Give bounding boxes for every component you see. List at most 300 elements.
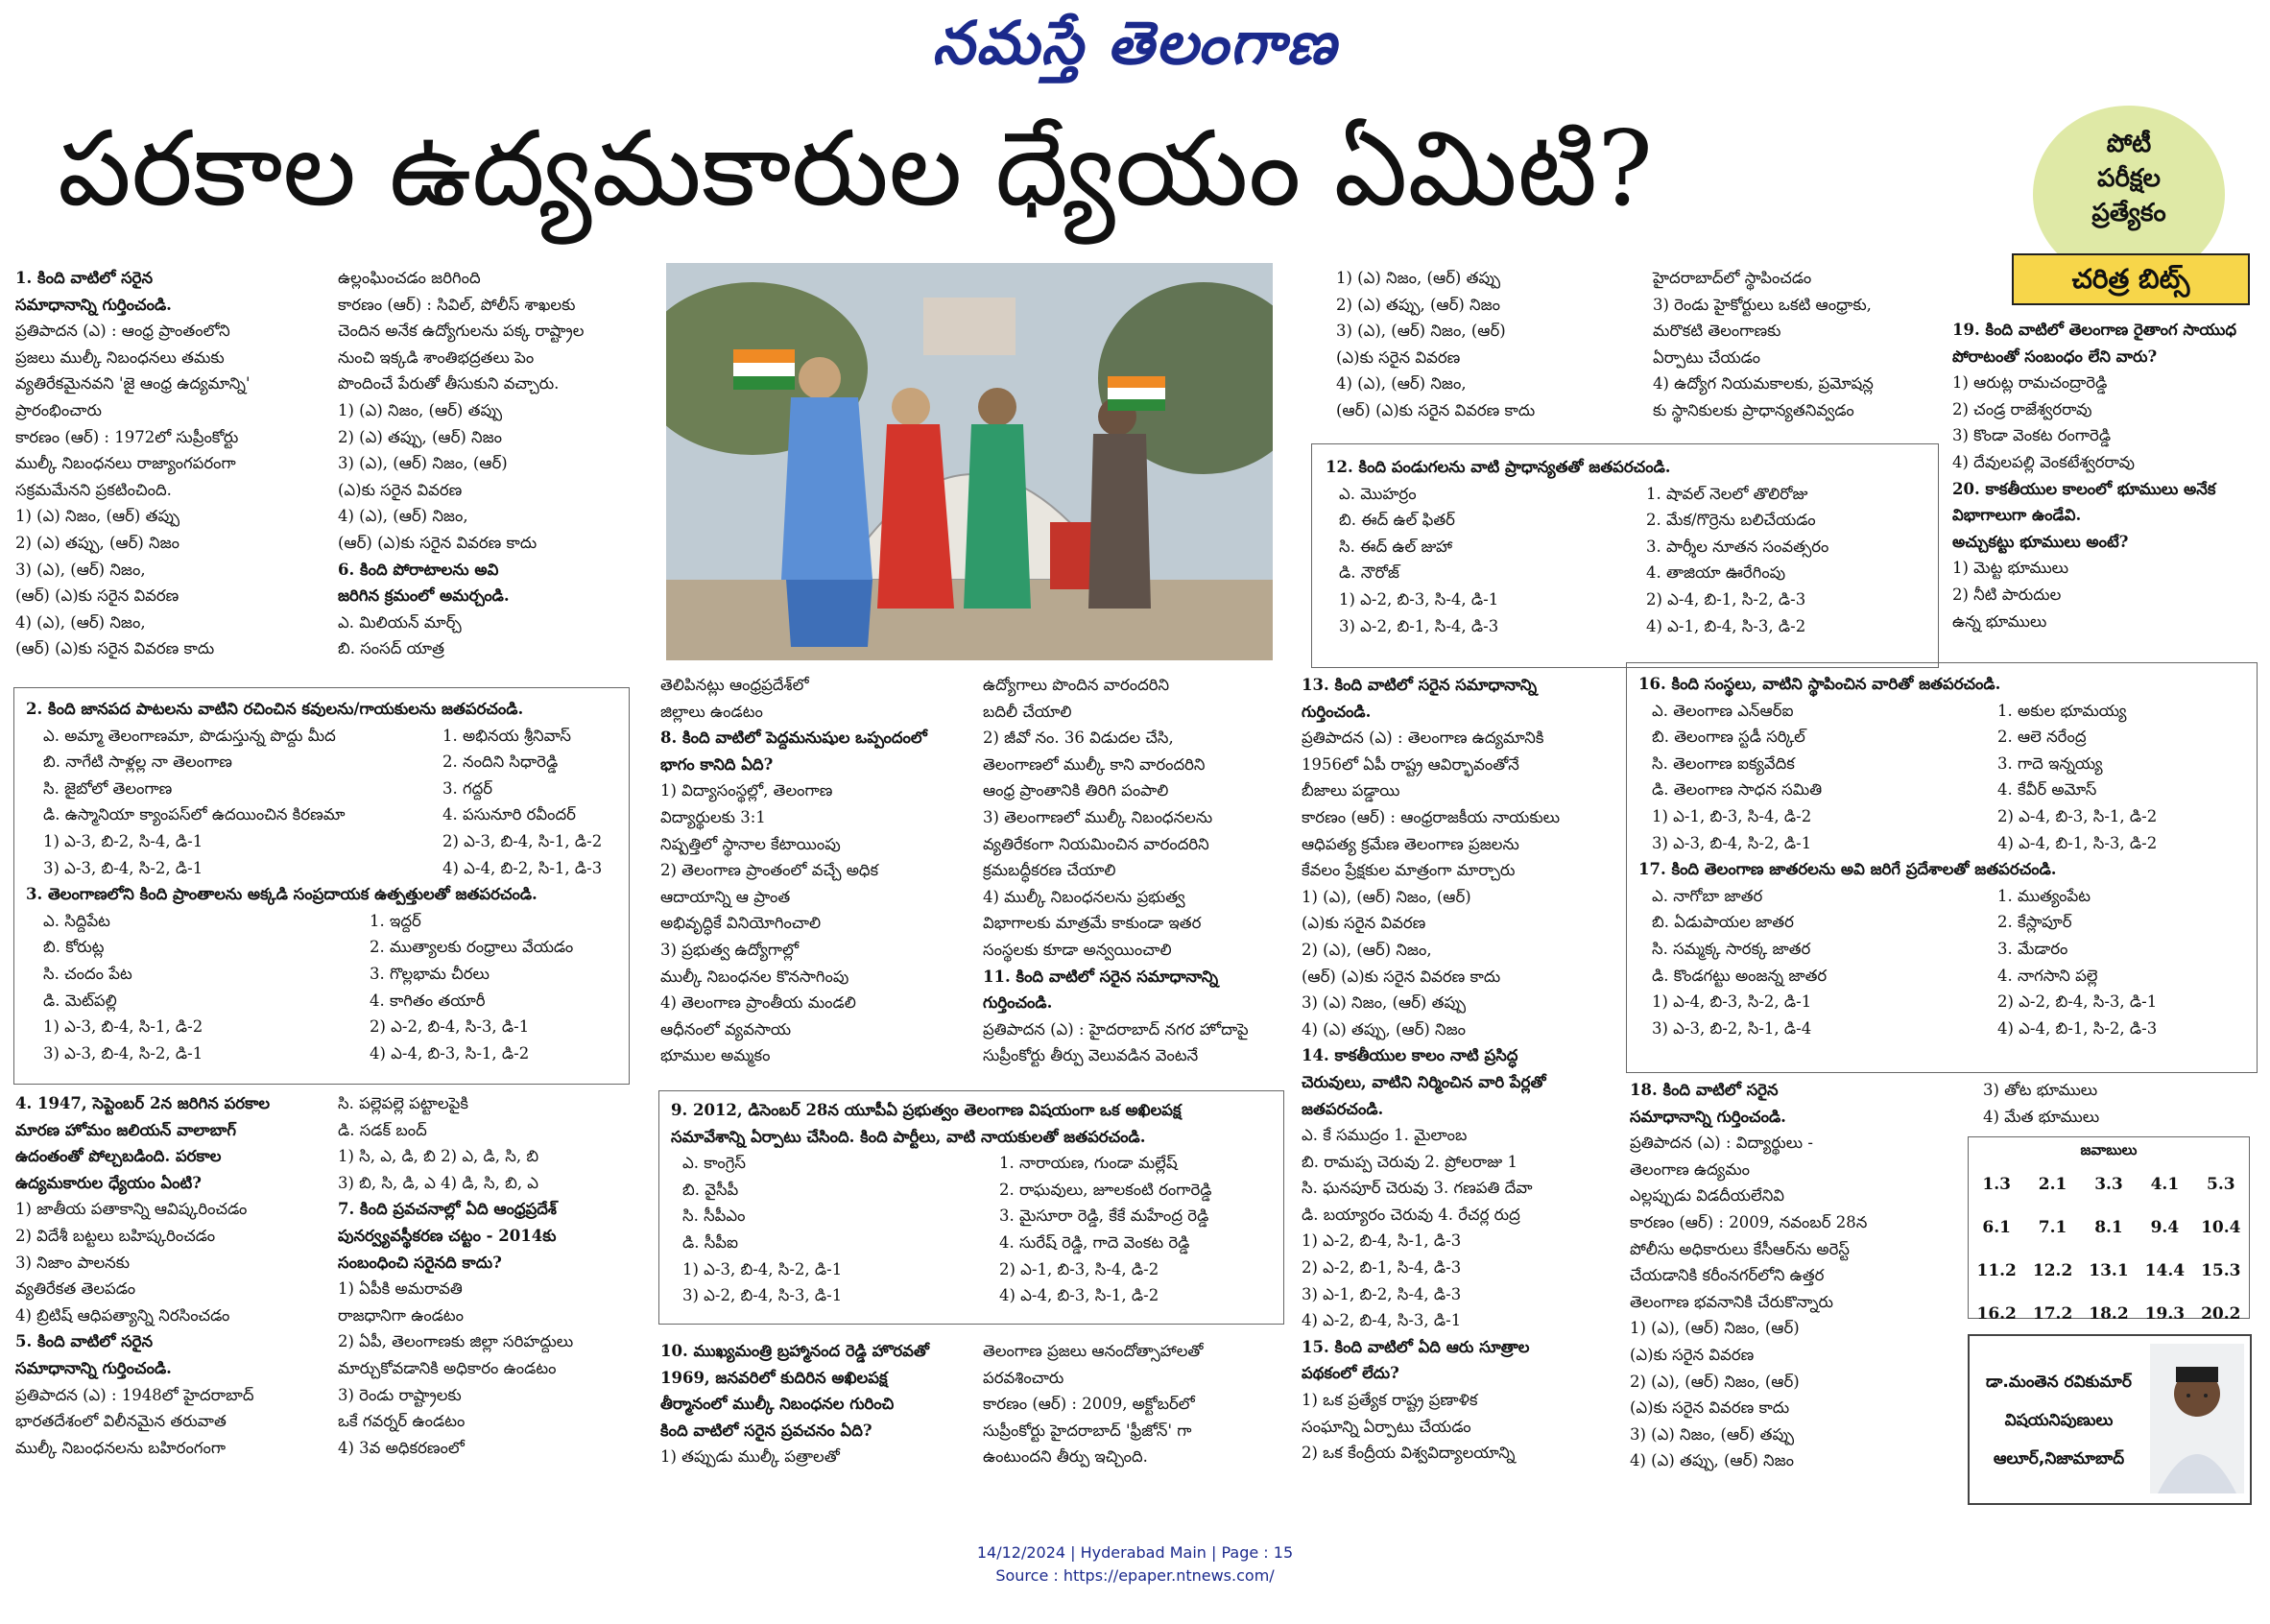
text-line: (ఆర్) (ఎ)కు సరైన వివరణ — [15, 586, 179, 606]
question-19-20 — [1952, 317, 2259, 634]
text-line: 2) ఒక కేంద్రీయ విశ్వవిద్యాలయాన్ని — [1302, 1444, 1516, 1463]
text-line: సమావేశాన్ని ఏర్పాటు చేసింది. కింది పార్టీలు, వాటి నాయకులతో జతపరచండి. — [671, 1127, 1146, 1146]
text-line: 4. పసునూరి రవీందర్ — [442, 805, 576, 824]
text-line: జిల్లాలు ఉండటం — [660, 702, 763, 721]
answer-cell: 13.1 — [2089, 1260, 2129, 1280]
text-line: 1) సి, ఎ, డి, బి 2) ఎ, డి, సి, బి — [338, 1147, 539, 1166]
text-line: 1) ఆరుట్ల రామచంద్రారెడ్డి — [1952, 373, 2108, 393]
text-line: 4) ఎ-4, బి-1, సి-3, డి-2 — [1997, 833, 2158, 852]
text-line: కేవలం ప్రేక్షకుల మాత్రంగా మార్చారు — [1302, 861, 1516, 880]
text-line: 2) ఏపీ, తెలంగాణకు జిల్లా సరిహద్దులు — [338, 1332, 574, 1351]
text-line: 4) మేత భూములు — [1983, 1107, 2100, 1126]
question-2-3-box — [13, 687, 630, 1085]
text-line: సక్రమమేనని ప్రకటించింది. — [15, 480, 172, 499]
text-line: 3) ఎ-3, బి-4, సి-2, డి-1 — [43, 1043, 203, 1063]
text-line: 2) ఎ-2, బి-4, సి-3, డి-1 — [370, 1017, 530, 1037]
text-line: 4. సురేష్ రెడ్డి, గాదె వెంకట రెడ్డి — [999, 1232, 1190, 1252]
text-line: 1) మెట్ట భూములు — [1952, 559, 2069, 578]
text-line: (ఆర్) (ఎ)కు సరైన వివరణ కాదు — [338, 533, 538, 552]
text-line: 4) ఎ-4, బి-3, సి-1, డి-2 — [370, 1043, 530, 1063]
text-line: 4) ఎ-1, బి-4, సి-3, డి-2 — [1646, 616, 1806, 635]
text-line: డి. సీపీఐ — [682, 1232, 739, 1252]
text-line: ఎ. అమ్మా తెలంగాణమా, పొడుస్తున్న పొద్దు మీద — [43, 726, 336, 745]
text-line: 2) ఎ-2, బి-4, సి-3, డి-1 — [1997, 992, 2158, 1012]
text-line: 2) (ఎ) తప్పు, (ఆర్) నిజం — [338, 427, 503, 446]
text-line: 3) ఎ-1, బి-2, సి-4, డి-3 — [1302, 1284, 1462, 1303]
text-line: సంఘాన్ని ఏర్పాటు చేయడం — [1302, 1417, 1471, 1436]
text-line: ప్రతిపాదన (ఎ) : ఆంధ్ర ప్రాంతంలోని — [15, 322, 230, 341]
text-line: 13. కింది వాటిలో సరైన సమాధానాన్ని — [1302, 676, 1538, 694]
text-line: 3. పార్శీల నూతన సంవత్సరం — [1646, 537, 1829, 556]
text-line: 1) ఒక ప్రత్యేక రాష్ట్ర ప్రణాళిక — [1302, 1391, 1478, 1410]
text-line: 3) తెలంగాణలో ముల్కీ నిబంధనలను — [983, 807, 1213, 826]
text-line: 1) ఎ-1, బి-3, సి-4, డి-2 — [1652, 806, 1812, 825]
text-line: ప్రతిపాదన (ఎ) : హైదరాబాద్ నగర హోదాపై — [983, 1019, 1249, 1039]
text-line: 1) (ఎ) నిజం, (ఆర్) తప్పు — [15, 507, 180, 526]
text-line: బి. రామప్ప చెరువు 2. ప్రోలరాజు 1 — [1302, 1152, 1517, 1171]
text-line: 3) (ఎ) నిజం, (ఆర్) తప్పు — [1630, 1424, 1795, 1444]
text-line: 1956లో ఏపీ రాష్ట్ర ఆవిర్భావంతోనే — [1302, 754, 1519, 774]
text-line: 2. రాఘవులు, జూలకంటి రంగారెడ్డి — [999, 1180, 1212, 1199]
text-line: 2) (ఎ), (ఆర్) నిజం, (ఆర్) — [1630, 1372, 1800, 1391]
text-line: (ఎ)కు సరైన వివరణ — [1302, 914, 1426, 933]
text-line: జరిగిన క్రమంలో అమర్చండి. — [338, 586, 510, 606]
text-line: 1. కింది వాటిలో సరైన — [15, 269, 154, 287]
text-line: ముల్కీ నిబంధనలను బహిరంగంగా — [15, 1438, 227, 1457]
answer-cell: 9.4 — [2150, 1217, 2180, 1237]
text-line: కారణం (ఆర్) : ఆంధ్రరాజకీయ నాయకులు — [1302, 807, 1561, 826]
text-line: 9. 2012, డిసెంబర్ 28న యూపీఏ ప్రభుత్వం తెలంగాణ విషయంగా ఒక అఖిలపక్ష — [671, 1101, 1182, 1119]
expert-name: డా.మంతెన రవికుమార్ — [1986, 1373, 2132, 1392]
text-line: ఎ. తెలంగాణ ఎన్‌ఆర్ఐ — [1652, 701, 1794, 720]
text-line: ఎ. కాంగ్రెస్ — [682, 1154, 746, 1173]
text-line: 1. షావల్ నెలలో తొలిరోజు — [1646, 484, 1808, 503]
text-line: 1) జాతీయ పతాకాన్ని ఆవిష్కరించడం — [15, 1200, 248, 1219]
text-line: ఎ. నాగోబా జాతర — [1652, 886, 1763, 905]
text-line: బి. ఏడుపాయల జాతర — [1652, 913, 1794, 932]
question-13-15 — [1302, 672, 1618, 1467]
question-10-11 — [983, 672, 1300, 1069]
text-line: 3) (ఎ), (ఆర్) నిజం, (ఆర్) — [1336, 322, 1506, 341]
text-line: బి. నాగేటి సాళ్లల్ల నా తెలంగాణ — [43, 752, 232, 772]
text-line: 16. కింది సంస్థలు, వాటిని స్థాపించిన వారితో జతపరచండి. — [1638, 675, 2001, 693]
text-line: 1) ఎ-2, బి-3, సి-4, డి-1 — [1339, 589, 1499, 609]
answer-cell: 5.3 — [2206, 1174, 2235, 1194]
text-line: 2. ముత్యాలకు రంధ్రాలు వేయడం — [370, 938, 574, 957]
answer-cell: 12.2 — [2032, 1260, 2073, 1280]
text-line: (ఎ)కు సరైన వివరణ — [1336, 347, 1461, 367]
text-line: ఎ. మిలియన్ మార్చ్ — [338, 612, 462, 632]
text-line: 1. నారాయణ, గుండా మల్లేష్ — [999, 1154, 1178, 1173]
text-line: తెలంగాణలో ముల్కీ కాని వారందరిని — [983, 754, 1206, 774]
text-line: సుప్రీంకోర్టు తీర్పు వెలువడిన వెంటనే — [983, 1046, 1199, 1065]
question-5-6 — [338, 265, 655, 662]
text-line: సి. సీపీఎం — [682, 1206, 746, 1226]
answer-cell: 7.1 — [2038, 1217, 2067, 1237]
text-line: సి. తెలంగాణ ఐక్యవేదిక — [1652, 753, 1795, 773]
text-line: (ఎ)కు సరైన వివరణ — [1630, 1345, 1755, 1364]
text-line: 2) చండ్ర రాజేశ్వరరావు — [1952, 399, 2092, 418]
text-line: ఆధిపత్య క్రమేణ తెలంగాణ ప్రజలను — [1302, 834, 1519, 853]
badge-line1: పోటీ — [2106, 130, 2152, 158]
text-line: కారణం (ఆర్) : సివిల్, పోలీస్ శాఖలకు — [338, 295, 576, 314]
text-line: 2) నీటి పారుదుల — [1952, 585, 2062, 604]
text-line: సంబంధించి సరైనది కాదు? — [338, 1253, 502, 1272]
answers-title: జవాబులు — [2080, 1141, 2138, 1158]
text-line: బి. తెలంగాణ స్టడీ సర్కిల్ — [1652, 728, 1805, 747]
text-line: 1) (ఎ), (ఆర్) నిజం, (ఆర్) — [1302, 887, 1471, 906]
text-line: 15. కింది వాటిలో ఏది ఆరు సూత్రాల — [1302, 1337, 1530, 1356]
text-line: 3) ప్రభుత్వ ఉద్యోగాల్లో — [660, 940, 800, 959]
text-line: డి. ఉస్మానియా క్యాంపస్‌లో ఉదయించిన కిరణమా — [43, 805, 346, 824]
text-line: 3. గొల్లభామ చీరలు — [370, 964, 490, 983]
question-20-options — [1983, 1077, 2233, 1130]
text-line: తెలంగాణ ప్రజలు ఆనందోత్సాహాలతో — [983, 1342, 1204, 1360]
text-line: 4) (ఎ), (ఆర్) నిజం, — [15, 612, 146, 632]
text-line: 11. కింది వాటిలో సరైన సమాధానాన్ని — [983, 967, 1219, 986]
text-line: 3. మైసూరా రెడ్డి, కేకే మహేంద్ర రెడ్డి — [999, 1206, 1209, 1226]
text-line: వ్యతిరేకత తెలపడం — [15, 1279, 136, 1299]
text-line: వ్యతిరేకంగా నియమించిన వారందరిని — [983, 834, 1209, 853]
answers-table — [1969, 1162, 2249, 1335]
person-icon — [2150, 1344, 2244, 1493]
answer-cell: 10.4 — [2201, 1217, 2241, 1237]
text-line: 1) ఎ-2, బి-4, సి-1, డి-3 — [1302, 1231, 1462, 1251]
question-7-options — [1653, 265, 1960, 424]
text-line: ఎల్లప్పుడు విడదీయలేనివి — [1630, 1186, 1785, 1206]
text-line: బి. కోరుట్ల — [43, 938, 105, 957]
answer-cell: 4.1 — [2150, 1174, 2180, 1194]
flag-right — [1108, 376, 1165, 411]
text-line: 4) తెలంగాణ ప్రాంతీయ మండలి — [660, 993, 856, 1013]
text-line: 3) బి, సి, డి, ఎ 4) డి, సి, బి, ఎ — [338, 1173, 539, 1192]
text-line: 2. కింది జానపద పాటలను వాటిని రచించిన కవులను/గాయకులను జతపరచండి. — [26, 700, 524, 718]
expert-role: విషయనిపుణులు — [2004, 1411, 2114, 1430]
text-line: భారతదేశంలో విలీనమైన తరువాత — [15, 1412, 227, 1431]
question-16-17-box — [1626, 662, 2258, 1073]
text-line: (ఎ)కు సరైన వివరణ — [338, 480, 463, 499]
text-line: 1) (ఎ) నిజం, (ఆర్) తప్పు — [1336, 269, 1501, 287]
text-line: 3. గద్దర్ — [442, 778, 493, 798]
text-line: 2) ఎ-3, బి-4, సి-1, డి-2 — [442, 831, 603, 850]
text-line: భాగం కానిది ఏది? — [660, 754, 774, 774]
text-line: ప్రతిపాదన (ఎ) : 1948లో హైదరాబాద్ — [15, 1385, 254, 1404]
text-line: ఎ. మొహర్రం — [1339, 484, 1417, 503]
text-line: 3) నిజాం పాలనకు — [15, 1253, 131, 1272]
text-line: సుప్రీంకోర్టు హైదరాబాద్ 'ఫ్రీజోన్' గా — [983, 1421, 1192, 1440]
text-line: పోలీసు అధికారులు కేసీఆర్‌ను అరెస్ట్ — [1630, 1239, 1850, 1258]
text-line: మార్చుకోవడానికి అధికారం ఉండటం — [338, 1358, 557, 1377]
text-line: 1) ఎ-3, బి-2, సి-4, డి-1 — [43, 831, 203, 850]
text-line: 4) ఉద్యోగ నియమకాలకు, ప్రమోషన్ల — [1653, 374, 1874, 394]
text-line: మరొకటి తెలంగాణకు — [1653, 322, 1781, 341]
text-line: ఎ. సిద్దిపేట — [43, 911, 110, 930]
masthead: నమస్తే తెలంగాణ — [932, 8, 1338, 78]
footer-date: 14/12/2024 | Hyderabad Main | Page : 15 — [976, 1543, 1294, 1562]
question-18 — [1630, 1077, 1956, 1474]
text-line: 3) (ఎ), (ఆర్) నిజం, (ఆర్) — [338, 454, 508, 473]
footer-source: Source : https://epaper.ntnews.com/ — [995, 1566, 1275, 1585]
text-line: 3) ఎ-3, బి-4, సి-2, డి-1 — [43, 858, 203, 877]
text-line: 4) ఎ-4, బి-1, సి-2, డి-3 — [1997, 1018, 2158, 1038]
text-line: 14. కాకతీయుల కాలం నాటి ప్రసిద్ధ — [1302, 1046, 1518, 1065]
text-line: నుంచి ఇక్కడి శాంతిభద్రతలు పెం — [338, 347, 535, 367]
text-line: 5. కింది వాటిలో సరైన — [15, 1332, 154, 1351]
answer-cell: 2.1 — [2038, 1174, 2067, 1194]
flag-left — [733, 349, 795, 390]
text-line: 1. ఇద్దర్ — [370, 911, 421, 930]
headline: పరకాల ఉద్యమకారుల ధ్యేయం ఏమిటి? — [58, 109, 1653, 229]
text-line: 6. కింది పోరాటాలను అవి — [338, 560, 499, 579]
text-line: 4) ఎ-4, బి-3, సి-1, డి-2 — [999, 1286, 1159, 1305]
text-line: తీర్మానంలో ముల్కీ నిబంధనల గురించి — [660, 1395, 895, 1414]
badge-line2: పరీక్షల — [2097, 164, 2161, 193]
text-line: (ఆర్) (ఎ)కు సరైన వివరణ కాదు — [15, 639, 215, 658]
question-11-cont — [983, 1338, 1300, 1470]
text-line: 3. మేడారం — [1997, 939, 2068, 958]
text-line: పోరాటంతో సంబంధం లేని వారు? — [1952, 346, 2158, 366]
text-line: పథకంలో లేదు? — [1302, 1364, 1399, 1383]
text-line: చెరువులు, వాటిని నిర్మించిన వారి పేర్లతో — [1302, 1072, 1546, 1091]
expert-place: ఆలూర్,నిజామాబాద్ — [1993, 1449, 2125, 1469]
text-line: 4. కేవీర్ అమోస్ — [1997, 780, 2097, 800]
text-line: డి. సడక్ బంద్ — [338, 1120, 427, 1139]
text-line: తెలంగాణ ఉద్యమం — [1630, 1159, 1751, 1179]
text-line: 1) ఎ-3, బి-4, సి-2, డి-1 — [682, 1259, 843, 1278]
text-line: అచ్చుకట్టు భూములు అంటే? — [1952, 532, 2129, 551]
text-line: ప్రతిపాదన (ఎ) : తెలంగాణ ఉద్యమానికి — [1302, 728, 1544, 748]
text-line: ఏర్పాటు చేయడం — [1653, 347, 1760, 367]
text-line: 1969, జనవరిలో కుదిరిన అఖిలపక్ష — [660, 1368, 888, 1387]
answer-cell: 17.2 — [2032, 1303, 2073, 1324]
text-line: 3) ఎ-2, బి-1, సి-4, డి-3 — [1339, 616, 1499, 635]
text-line: జతపరచండి. — [1302, 1099, 1384, 1118]
text-line: వ్యతిరేకమైనవని 'జై ఆంధ్ర ఉద్యమాన్ని' — [15, 374, 251, 394]
text-line: సి. జైబోలో తెలంగాణ — [43, 778, 173, 798]
text-line: డి. మెట్‌పల్లి — [43, 991, 117, 1010]
text-line: 4) 3వ అధికరణంలో — [338, 1438, 465, 1457]
text-line: చెందిన అనేక ఉద్యోగులను పక్క రాష్ట్రాల — [338, 322, 585, 341]
text-line: ఆదాయాన్ని ఆ ప్రాంత — [660, 887, 791, 906]
text-line: 1. అభినయ శ్రీనివాస్ — [442, 726, 571, 745]
text-line: 3) రెండు రాష్ట్రాలకు — [338, 1385, 462, 1404]
text-line: బదిలీ చేయాలి — [983, 702, 1072, 721]
text-line: 3) ఎ-3, బి-2, సి-1, డి-4 — [1652, 1018, 1812, 1038]
text-line: ఆంధ్ర ప్రాంతానికి తిరిగి పంపాలి — [983, 781, 1169, 800]
text-line: 3. తెలంగాణలోని కింది ప్రాంతాలను అక్కడి సంప్రదాయక ఉత్పత్తులతో జతపరచండి. — [26, 885, 538, 904]
text-line: 2) తెలంగాణ ప్రాంతంలో వచ్చే అధిక — [660, 861, 879, 880]
text-line: 1. అకుల భూమయ్య — [1997, 701, 2127, 720]
text-line: మారణ హోమం జలియన్ వాలాబాగ్ — [15, 1120, 237, 1139]
text-line: 4. కాగితం తయారీ — [370, 991, 486, 1010]
text-line: డి. బయ్యారం చెరువు 4. రేచర్ల రుద్ర — [1302, 1205, 1520, 1224]
text-line: 2) ఎ-1, బి-3, సి-4, డి-2 — [999, 1259, 1159, 1278]
text-line: 3) ఎ-2, బి-4, సి-3, డి-1 — [682, 1286, 843, 1305]
text-line: 3. గాదె ఇన్నయ్య — [1997, 753, 2103, 773]
text-line: ముల్కీ నిబంధనల కొనసాగింపు — [660, 967, 849, 986]
text-line: 18. కింది వాటిలో సరైన — [1630, 1081, 1779, 1099]
text-line: 4) (ఎ), (ఆర్) నిజం, — [1336, 374, 1467, 394]
text-line: క్రమబద్ధీకరణ చేయాలి — [983, 861, 1116, 880]
text-line: కారణం (ఆర్) : 2009, నవంబర్ 28న — [1630, 1212, 1868, 1231]
text-line: 1) ఏపీకి అమరావతి — [338, 1279, 463, 1299]
text-line: 3) రెండు హైకోర్టులు ఒకటి ఆంధ్రాకు, — [1653, 295, 1872, 314]
text-line: సి. ఘనపూర్ చెరువు 3. గణపతి దేవా — [1302, 1179, 1533, 1198]
text-line: తెలిపినట్లు ఆంధ్రప్రదేశ్‌లో — [660, 676, 809, 694]
text-line: 3) (ఎ), (ఆర్) నిజం, — [15, 560, 146, 579]
text-line: 8. కింది వాటిలో పెద్దమనుషుల ఒప్పందంలో — [660, 728, 927, 748]
text-line: 3) ఎ-3, బి-4, సి-2, డి-1 — [1652, 833, 1812, 852]
text-line: సమాధానాన్ని గుర్తించండి. — [1630, 1107, 1786, 1126]
text-line: బీజాలు పడ్డాయి — [1302, 781, 1400, 800]
text-line: డి. తెలంగాణ సాధన సమితి — [1652, 780, 1823, 800]
text-line: 2. ఆలె నరేంద్ర — [1997, 728, 2087, 747]
text-line: 1) ఎ-3, బి-4, సి-1, డి-2 — [43, 1017, 203, 1037]
text-line: పొందించే పేరుతో తీసుకుని వచ్చారు. — [338, 374, 560, 394]
text-line: 10. ముఖ్యమంత్రి బ్రహ్మానంద రెడ్డి హొరవతో — [660, 1342, 929, 1360]
text-line: 4) దేవులపల్లి వెంకటేశ్వరరావు — [1952, 452, 2135, 471]
text-line: ముల్కీ నిబంధనలు రాజ్యాంగపరంగా — [15, 454, 236, 473]
text-line: పరవశించారు — [983, 1368, 1064, 1387]
text-line: ప్రారంభించారు — [15, 400, 102, 419]
text-line: 1) తప్పుడు ముల్కీ పత్రాలతో — [660, 1447, 840, 1467]
text-line: 4) (ఎ), (ఆర్) నిజం, — [338, 507, 468, 526]
text-line: 4) (ఎ) తప్పు, (ఆర్) నిజం — [1630, 1451, 1795, 1470]
answer-cell: 6.1 — [1982, 1217, 2011, 1237]
text-line: కు స్థానికులకు ప్రాధాన్యతనివ్వడం — [1653, 400, 1854, 419]
text-line: 4. తాజియా ఊరేగింపు — [1646, 563, 1786, 583]
text-line: బి. ఈద్ ఉల్ ఫితర్ — [1339, 511, 1455, 530]
text-line: 1) (ఎ), (ఆర్) నిజం, (ఆర్) — [1630, 1319, 1800, 1338]
answer-cell: 14.4 — [2144, 1260, 2186, 1280]
answer-cell: 1.3 — [1982, 1174, 2011, 1194]
text-line: ఉన్న భూములు — [1952, 611, 2047, 631]
statue-illustration — [666, 263, 1273, 660]
text-line: 2. మేక/గొర్రెను బలిచేయడం — [1646, 511, 1816, 530]
text-line: డి. నౌరోజ్ — [1339, 563, 1399, 583]
text-line: 2) ఎ-4, బి-1, సి-2, డి-3 — [1646, 589, 1806, 609]
text-line: బి. వైసీపీ — [682, 1180, 739, 1199]
text-line: కారణం (ఆర్) : 2009, అక్టోబర్‌లో — [983, 1395, 1195, 1414]
text-line: కారణం (ఆర్) : 1972లో సుప్రీంకోర్టు — [15, 427, 239, 446]
text-line: 2) (ఎ), (ఆర్) నిజం, — [1302, 940, 1432, 959]
text-line: 3) (ఎ) నిజం, (ఆర్) తప్పు — [1302, 993, 1467, 1013]
question-11-options — [1336, 265, 1662, 424]
text-line: సి. పల్లెపల్లె పట్టాలపైకి — [338, 1094, 468, 1112]
answer-cell: 15.3 — [2201, 1260, 2241, 1280]
expert-photo — [2150, 1344, 2244, 1493]
text-line: 20. కాకతీయుల కాలంలో భూములు అనేక — [1952, 479, 2216, 498]
text-line: ఉద్యమకారుల ధ్యేయం ఏంటి? — [15, 1173, 202, 1192]
text-line: 12. కింది పండుగలను వాటి ప్రాధాన్యతతో జతపరచండి. — [1326, 458, 1671, 476]
text-line: (ఎ)కు సరైన వివరణ కాదు — [1630, 1398, 1790, 1418]
text-line: 4) ముల్కీ నిబంధనలను ప్రభుత్వ — [983, 887, 1185, 906]
text-line: బి. సంసద్ యాత్ర — [338, 639, 444, 658]
question-12-box — [1311, 443, 1939, 668]
text-line: చేయడానికి కరీంనగర్‌లోని ఉత్తర — [1630, 1266, 1825, 1285]
answer-cell: 3.3 — [2094, 1174, 2123, 1194]
text-line: 4) ఎ-4, బి-2, సి-1, డి-3 — [442, 858, 603, 877]
text-line: 2) విదేశీ బట్టలు బహిష్కరించడం — [15, 1226, 216, 1245]
text-line: భూముల అమ్మకం — [660, 1046, 771, 1065]
text-line: ఉదంతంతో పోల్చబడింది. పరకాల — [15, 1147, 222, 1166]
question-4-5 — [15, 1090, 332, 1461]
text-line: ప్రజలు ముల్కీ నిబంధనలు తమకు — [15, 347, 225, 367]
text-line: తెలంగాణ భవనానికి చేరుకొన్నారు — [1630, 1292, 1833, 1311]
text-line: 3) తోట భూములు — [1983, 1081, 2098, 1099]
text-line: 1) ఎ-4, బి-3, సి-2, డి-1 — [1652, 992, 1812, 1012]
text-line: 2) జీవో నం. 36 విడుదల చేసి, — [983, 728, 1174, 748]
text-line: హైదరాబాద్‌లో స్థాపించడం — [1653, 269, 1812, 287]
answers-box — [1968, 1136, 2250, 1324]
text-line: సంస్థలకు కూడా అన్వయించాలి — [983, 940, 1172, 959]
text-line: (ఆర్) (ఎ)కు సరైన వివరణ కాదు — [1336, 400, 1536, 419]
text-line: 7. కింది ప్రవచనాల్లో ఏది ఆంధ్రప్రదేశ్ — [338, 1200, 557, 1219]
text-line: 4) బ్రిటిష్ ఆధిపత్యాన్ని నిరసించడం — [15, 1305, 230, 1325]
text-line: 19. కింది వాటిలో తెలంగాణ రైతాంగ సాయుధ — [1952, 321, 2237, 339]
text-line: 1) (ఎ) నిజం, (ఆర్) తప్పు — [338, 400, 503, 419]
answer-cell: 19.3 — [2144, 1303, 2186, 1324]
question-10 — [660, 1338, 977, 1470]
question-1 — [15, 265, 332, 662]
text-line: సి. చందం పేట — [43, 964, 132, 983]
question-6-7 — [338, 1090, 655, 1461]
text-line: ఉంటుందని తీర్పు ఇచ్చింది. — [983, 1447, 1148, 1467]
text-line: 2) ఎ-2, బి-1, సి-4, డి-3 — [1302, 1258, 1462, 1278]
text-line: 1. ముత్యంపేట — [1997, 886, 2091, 905]
text-line: 4) ఎ-2, బి-4, సి-3, డి-1 — [1302, 1311, 1462, 1330]
text-line: 4) (ఎ) తప్పు, (ఆర్) నిజం — [1302, 1019, 1467, 1039]
question-9-box — [658, 1090, 1284, 1325]
text-line: 2. నందిని సిధారెడ్డి — [442, 752, 559, 772]
text-line: పునర్వ్యవస్థీకరణ చట్టం - 2014కు — [338, 1226, 557, 1245]
text-line: గుర్తించండి. — [1302, 702, 1372, 721]
answer-cell: 18.2 — [2089, 1303, 2129, 1324]
answer-cell: 16.2 — [1976, 1303, 2017, 1324]
text-line: 1) విద్యాసంస్థల్లో, తెలంగాణ — [660, 781, 833, 800]
answer-cell: 11.2 — [1976, 1260, 2017, 1280]
text-line: రాజధానిగా ఉండటం — [338, 1305, 465, 1325]
statue-photo — [666, 263, 1273, 660]
text-line: 2) (ఎ) తప్పు, (ఆర్) నిజం — [1336, 295, 1501, 314]
text-line: గుర్తించండి. — [983, 993, 1053, 1013]
text-line: కింది వాటిలో సరైన ప్రవచనం ఏది? — [660, 1421, 872, 1440]
answer-cell: 8.1 — [2094, 1217, 2123, 1237]
text-line: డి. కొండగట్టు అంజన్న జాతర — [1652, 966, 1828, 985]
text-line: 17. కింది తెలంగాణ జాతరలను అవి జరిగే ప్రదేశాలతో జతపరచండి. — [1638, 860, 2057, 879]
text-line: ఉద్యోగాలు పొందిన వారందరిని — [983, 676, 1170, 694]
text-line: ప్రతిపాదన (ఎ) : విద్యార్థులు - — [1630, 1134, 1813, 1153]
text-line: అభివృద్ధికే వినియోగించాలి — [660, 914, 822, 933]
text-line: సి. ఈద్ ఉల్ జుహా — [1339, 537, 1452, 556]
text-line: 2) (ఎ) తప్పు, (ఆర్) నిజం — [15, 533, 180, 552]
answer-cell: 20.2 — [2201, 1303, 2241, 1324]
badge-line3: ప్రత్యేకం — [2091, 199, 2166, 227]
text-line: 4. 1947, సెప్టెంబర్ 2న జరిగిన పరకాల — [15, 1094, 271, 1112]
text-line: ఎ. కే సముద్రం 1. మైలాంబ — [1302, 1126, 1468, 1145]
text-line: సి. సమ్మక్క సారక్క జాతర — [1652, 939, 1811, 958]
expert-card — [1968, 1334, 2252, 1505]
text-line: 3) కొండా వెంకట రంగారెడ్డి — [1952, 426, 2112, 445]
text-line: ఒకే గవర్నర్ ఉండటం — [338, 1412, 466, 1431]
text-line: సమాధానాన్ని గుర్తించండి. — [15, 295, 172, 314]
text-line: సమాధానాన్ని గుర్తించండి. — [15, 1358, 172, 1377]
text-line: (ఆర్) (ఎ)కు సరైన వివరణ కాదు — [1302, 967, 1501, 986]
question-8 — [660, 672, 977, 1069]
text-line: విభాగాలుగా ఉండేవి. — [1952, 506, 2082, 525]
text-line: విభాగాలకు మాత్రమే కాకుండా ఇతర — [983, 914, 1202, 933]
text-line: 4. నాగసాని పల్లె — [1997, 966, 2098, 985]
